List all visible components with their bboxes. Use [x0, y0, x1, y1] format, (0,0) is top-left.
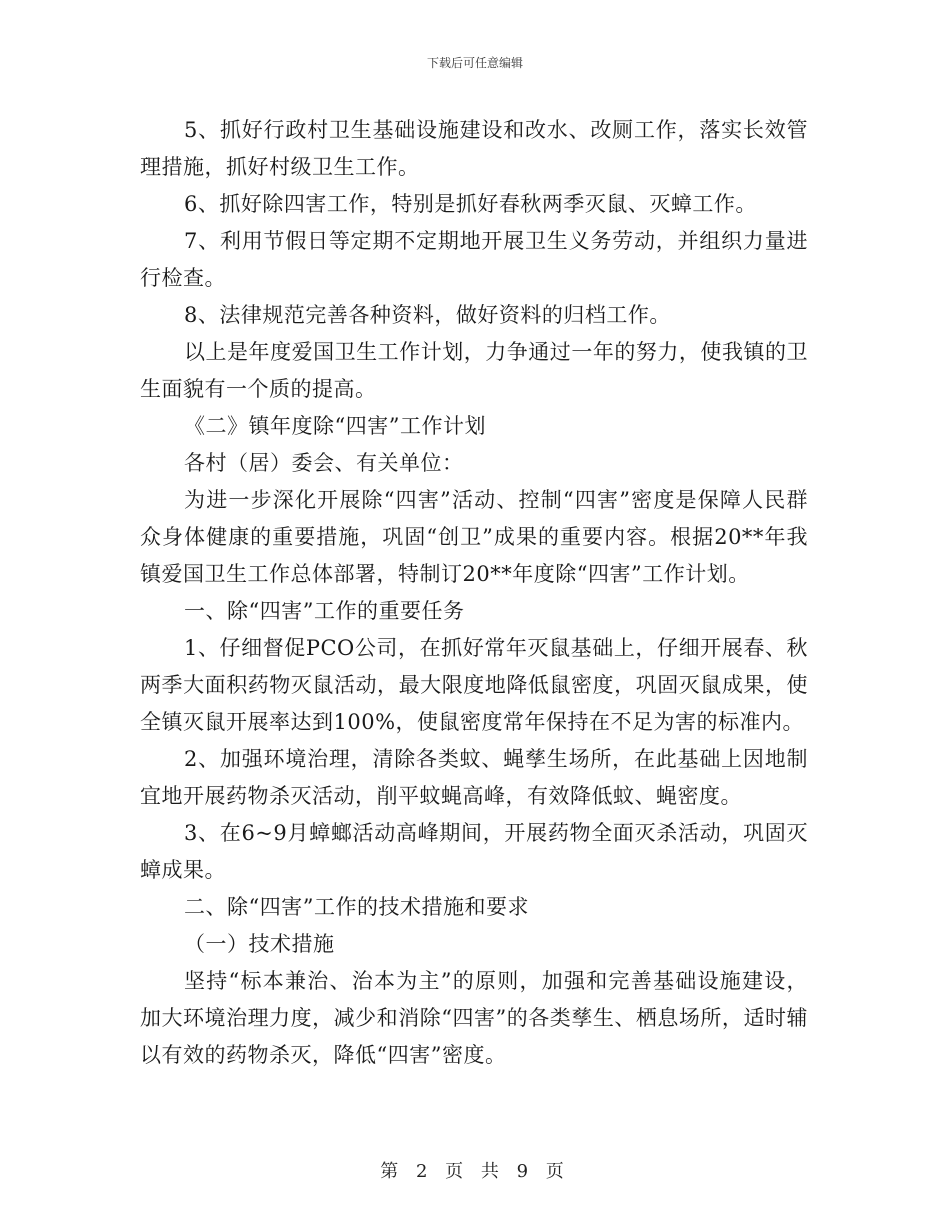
paragraph-item-8: 8、法律规范完善各种资料，做好资料的归档工作。 — [184, 303, 671, 327]
paragraph-item-6: 6、抓好除四害工作，特别是抓好春秋两季灭鼠、灭蟑工作。 — [184, 192, 757, 216]
page-header: 下载后可任意编辑 — [426, 56, 523, 70]
paragraph-item-7: 7、利用节假日等定期不定期地开展卫生义务劳动，并组织力量进行检查。 — [140, 229, 808, 290]
subheading-technical: （一）技术措施 — [184, 932, 335, 956]
paragraph-intro: 为进一步深化开展除“四害”活动、控制“四害”密度是保障人民群众身体健康的重要措施，巩固“创卫”成果的重要内容。根据20**年我镇爱国卫生工作总体部署，特制订20**年度除“四害”工作计划。 — [140, 488, 808, 586]
task-item-2: 2、加强环境治理，清除各类蚊、蝇孳生场所，在此基础上因地制宜地开展药物杀灭活动，削平蚊蝇高峰，有效降低蚊、蝇密度。 — [140, 747, 808, 808]
task-item-1: 1、仔细督促PCO公司，在抓好常年灭鼠基础上，仔细开展春、秋两季大面积药物灭鼠活动，最大限度地降低鼠密度，巩固灭鼠成果，使全镇灭鼠开展率达到100%，使鼠密度常年保持在不足为害的标准内。 — [140, 636, 808, 734]
task-item-3: 3、在6~9月蟑螂活动高峰期间，开展药物全面灭杀活动，巩固灭蟑成果。 — [140, 821, 808, 882]
document-body — [140, 112, 808, 1074]
section-title: 《二》镇年度除“四害”工作计划 — [184, 414, 486, 438]
addressee: 各村（居）委会、有关单位： — [184, 451, 464, 475]
paragraph-item-5: 5、抓好行政村卫生基础设施建设和改水、改厕工作，落实长效管理措施，抓好村级卫生工作。 — [140, 118, 808, 179]
heading-tasks: 一、除“四害”工作的重要任务 — [184, 599, 465, 623]
paragraph-summary: 以上是年度爱国卫生工作计划，力争通过一年的努力，使我镇的卫生面貌有一个质的提高。 — [140, 340, 808, 401]
page-number: 第 2 页 共 9 页 — [380, 1161, 570, 1182]
paragraph-principle: 坚持“标本兼治、治本为主”的原则，加强和完善基础设施建设，加大环境治理力度，减少和消除“四害”的各类孳生、栖息场所，适时辅以有效的药物杀灭，降低“四害”密度。 — [140, 969, 808, 1067]
heading-measures: 二、除“四害”工作的技术措施和要求 — [184, 895, 529, 919]
